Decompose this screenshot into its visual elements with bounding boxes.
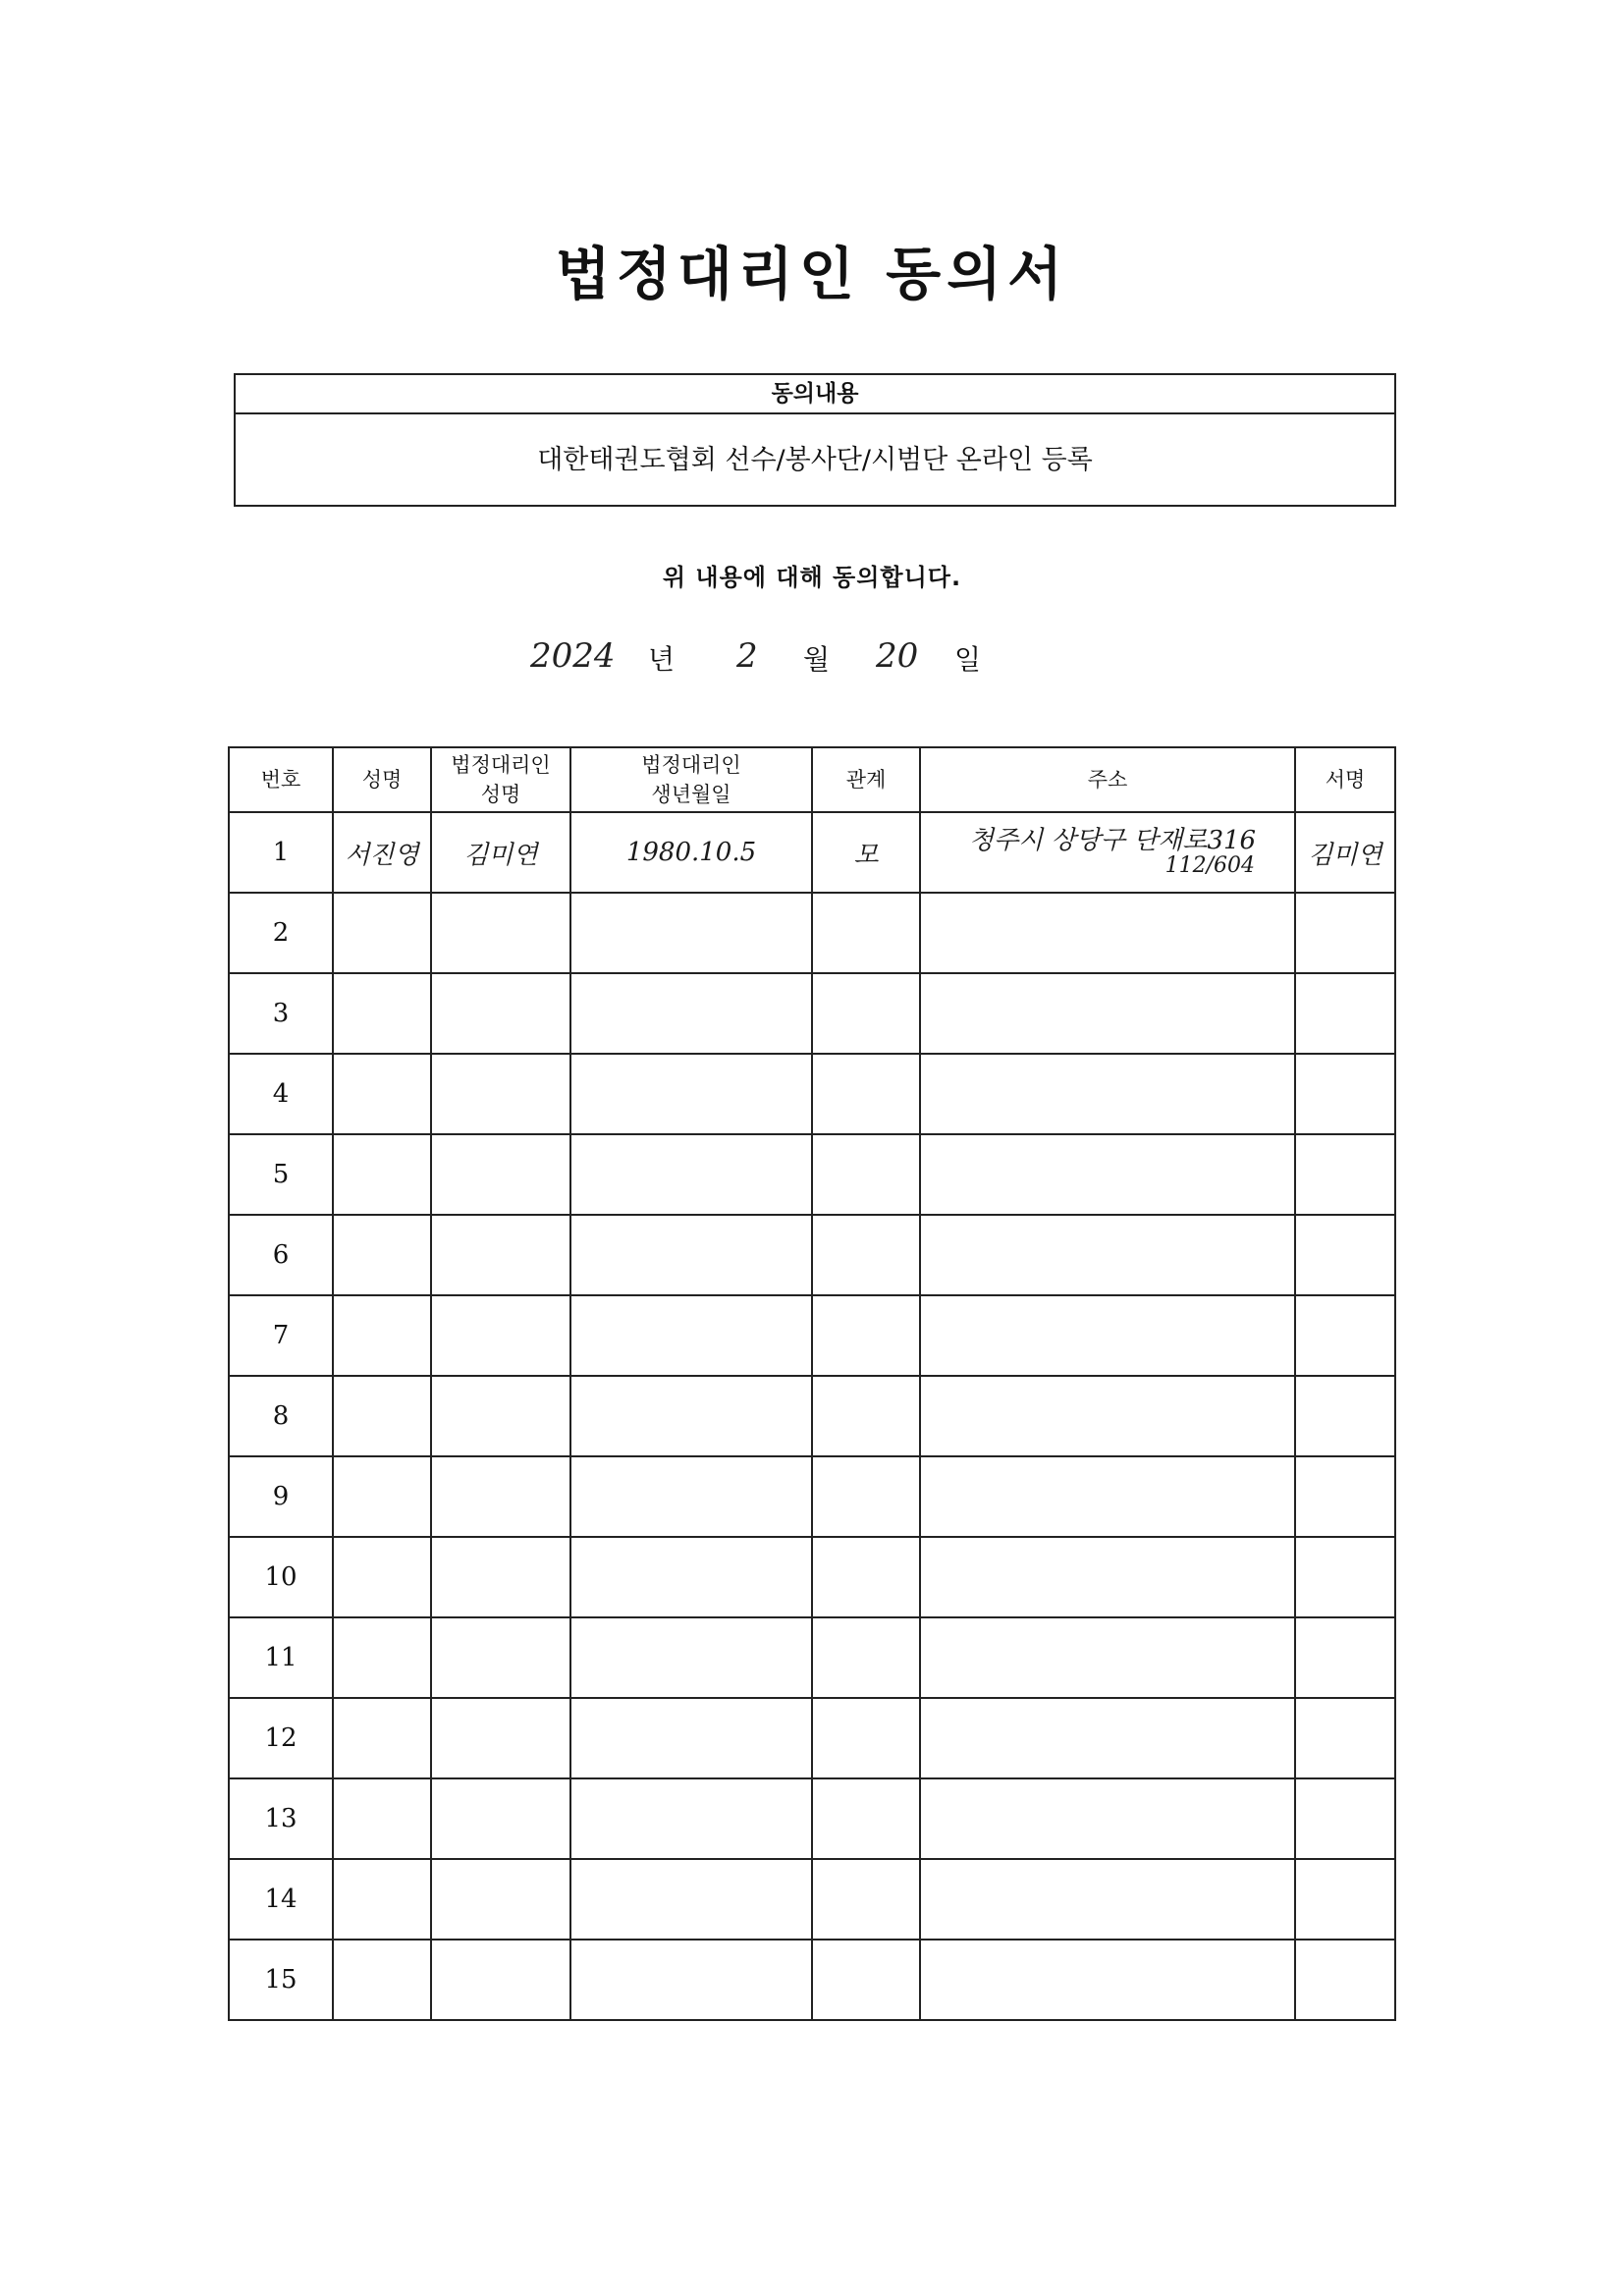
cell-signature bbox=[1295, 1295, 1395, 1376]
cell-guardian-birth bbox=[570, 1859, 812, 1940]
table-row bbox=[229, 1295, 1395, 1376]
cell-signature bbox=[1295, 1134, 1395, 1215]
cell-address bbox=[920, 812, 1295, 893]
consent-content: 대한태권도협회 선수/봉사단/시범단 온라인 등록 bbox=[537, 445, 1093, 475]
cell-guardian-name bbox=[431, 1376, 570, 1456]
table-row bbox=[229, 1698, 1395, 1778]
cell-address bbox=[920, 1215, 1295, 1295]
header-guardian-birth: 법정대리인 생년월일 bbox=[570, 747, 812, 812]
cell-signature bbox=[1295, 1940, 1395, 2020]
header-relation: 관계 bbox=[812, 747, 920, 812]
cell-guardian-name bbox=[431, 1859, 570, 1940]
consent-box bbox=[234, 373, 1396, 507]
row-number: 15 bbox=[229, 1940, 333, 2020]
table-row bbox=[229, 1940, 1395, 2020]
cell-guardian-name bbox=[431, 1778, 570, 1859]
row-number: 8 bbox=[229, 1376, 333, 1456]
cell-guardian-name bbox=[431, 1134, 570, 1215]
cell-address bbox=[920, 1617, 1295, 1698]
cell-address bbox=[920, 893, 1295, 973]
cell-relation bbox=[812, 1617, 920, 1698]
cell-guardian-birth bbox=[570, 1537, 812, 1617]
table-row bbox=[229, 1778, 1395, 1859]
date-month-label: 월 bbox=[803, 643, 831, 676]
row-number: 9 bbox=[229, 1456, 333, 1537]
cell-guardian-name bbox=[431, 1698, 570, 1778]
cell-guardian-name bbox=[431, 1054, 570, 1134]
cell-guardian-birth bbox=[570, 1456, 812, 1537]
cell-relation bbox=[812, 1295, 920, 1376]
row-number: 10 bbox=[229, 1537, 333, 1617]
cell-guardian-birth bbox=[570, 1778, 812, 1859]
cell-address bbox=[920, 1376, 1295, 1456]
cell-relation bbox=[812, 893, 920, 973]
cell-guardian-birth bbox=[570, 893, 812, 973]
row-number: 5 bbox=[229, 1134, 333, 1215]
table-header-row bbox=[229, 747, 1395, 812]
cell-guardian-name bbox=[431, 1456, 570, 1537]
document-title: 법정대리인 동의서 bbox=[555, 241, 1069, 307]
cell-relation: 모 bbox=[812, 812, 920, 893]
cell-relation bbox=[812, 1537, 920, 1617]
cell-guardian-name bbox=[431, 1215, 570, 1295]
cell-guardian-name bbox=[431, 893, 570, 973]
date-year: 2024 bbox=[530, 636, 616, 676]
cell-signature: 김미연 bbox=[1295, 812, 1395, 893]
cell-signature bbox=[1295, 893, 1395, 973]
cell-guardian-birth bbox=[570, 1698, 812, 1778]
row-number: 7 bbox=[229, 1295, 333, 1376]
cell-address bbox=[920, 1134, 1295, 1215]
cell-address bbox=[920, 1940, 1295, 2020]
table-row bbox=[229, 812, 1395, 893]
cell-signature bbox=[1295, 1617, 1395, 1698]
cell-signature bbox=[1295, 1054, 1395, 1134]
cell-name: 서진영 bbox=[333, 812, 431, 893]
cell-signature bbox=[1295, 1778, 1395, 1859]
cell-address bbox=[920, 973, 1295, 1054]
cell-guardian-name bbox=[431, 973, 570, 1054]
date-month: 2 bbox=[736, 636, 758, 676]
cell-guardian-birth bbox=[570, 1376, 812, 1456]
cell-signature bbox=[1295, 1698, 1395, 1778]
cell-signature bbox=[1295, 1215, 1395, 1295]
cell-relation bbox=[812, 973, 920, 1054]
header-guardian-name: 법정대리인 성명 bbox=[431, 747, 570, 812]
cell-signature bbox=[1295, 1859, 1395, 1940]
table-row bbox=[229, 1859, 1395, 1940]
date-day-label: 일 bbox=[954, 643, 982, 676]
cell-signature bbox=[1295, 1376, 1395, 1456]
row-number: 2 bbox=[229, 893, 333, 973]
cell-guardian-name bbox=[431, 1537, 570, 1617]
cell-name bbox=[333, 1940, 431, 2020]
cell-relation bbox=[812, 1698, 920, 1778]
cell-guardian-birth bbox=[570, 1617, 812, 1698]
cell-signature bbox=[1295, 1456, 1395, 1537]
cell-name bbox=[333, 893, 431, 973]
table-row bbox=[229, 1456, 1395, 1537]
cell-guardian-birth bbox=[570, 1054, 812, 1134]
cell-address bbox=[920, 1537, 1295, 1617]
table-row bbox=[229, 893, 1395, 973]
cell-relation bbox=[812, 1456, 920, 1537]
table-row bbox=[229, 973, 1395, 1054]
cell-address bbox=[920, 1054, 1295, 1134]
header-signature: 서명 bbox=[1295, 747, 1395, 812]
cell-name bbox=[333, 1215, 431, 1295]
cell-guardian-birth bbox=[570, 1215, 812, 1295]
cell-relation bbox=[812, 1859, 920, 1940]
cell-address bbox=[920, 1859, 1295, 1940]
cell-guardian-name: 김미연 bbox=[431, 812, 570, 893]
row-number: 13 bbox=[229, 1778, 333, 1859]
cell-relation bbox=[812, 1778, 920, 1859]
cell-name bbox=[333, 1054, 431, 1134]
cell-address bbox=[920, 1698, 1295, 1778]
cell-name bbox=[333, 1456, 431, 1537]
cell-name bbox=[333, 1617, 431, 1698]
cell-name bbox=[333, 973, 431, 1054]
row-number: 11 bbox=[229, 1617, 333, 1698]
table-row bbox=[229, 1376, 1395, 1456]
cell-relation bbox=[812, 1376, 920, 1456]
cell-guardian-name bbox=[431, 1295, 570, 1376]
cell-guardian-birth: 1980.10.5 bbox=[570, 812, 812, 893]
row-number: 14 bbox=[229, 1859, 333, 1940]
cell-relation bbox=[812, 1215, 920, 1295]
cell-guardian-birth bbox=[570, 1295, 812, 1376]
cell-address bbox=[920, 1778, 1295, 1859]
cell-guardian-birth bbox=[570, 1940, 812, 2020]
header-address: 주소 bbox=[920, 747, 1295, 812]
cell-guardian-name bbox=[431, 1617, 570, 1698]
cell-name bbox=[333, 1859, 431, 1940]
cell-name bbox=[333, 1295, 431, 1376]
cell-name bbox=[333, 1778, 431, 1859]
cell-name bbox=[333, 1134, 431, 1215]
consent-header: 동의내용 bbox=[236, 375, 1394, 414]
cell-address bbox=[920, 1456, 1295, 1537]
cell-relation bbox=[812, 1940, 920, 2020]
row-number: 1 bbox=[229, 812, 333, 893]
row-number: 6 bbox=[229, 1215, 333, 1295]
cell-relation bbox=[812, 1054, 920, 1134]
header-no: 번호 bbox=[229, 747, 333, 812]
table-row bbox=[229, 1134, 1395, 1215]
cell-signature bbox=[1295, 973, 1395, 1054]
table-row bbox=[229, 1537, 1395, 1617]
date-year-label: 년 bbox=[648, 643, 676, 676]
cell-name bbox=[333, 1698, 431, 1778]
address-line1: 청주시 상당구 단재로316 bbox=[968, 825, 1257, 855]
cell-guardian-birth bbox=[570, 1134, 812, 1215]
address-line2: 112/604 bbox=[1164, 853, 1255, 879]
row-number: 12 bbox=[229, 1698, 333, 1778]
agreement-text: 위 내용에 대해 동의합니다. bbox=[662, 564, 962, 591]
date-day: 20 bbox=[876, 636, 919, 676]
cell-name bbox=[333, 1376, 431, 1456]
cell-guardian-birth bbox=[570, 973, 812, 1054]
cell-guardian-name bbox=[431, 1940, 570, 2020]
table-row bbox=[229, 1054, 1395, 1134]
table-row bbox=[229, 1617, 1395, 1698]
cell-name bbox=[333, 1537, 431, 1617]
cell-signature bbox=[1295, 1537, 1395, 1617]
header-name: 성명 bbox=[333, 747, 431, 812]
row-number: 3 bbox=[229, 973, 333, 1054]
cell-address bbox=[920, 1295, 1295, 1376]
cell-relation bbox=[812, 1134, 920, 1215]
row-number: 4 bbox=[229, 1054, 333, 1134]
table-row bbox=[229, 1215, 1395, 1295]
guardian-table bbox=[228, 746, 1396, 2021]
